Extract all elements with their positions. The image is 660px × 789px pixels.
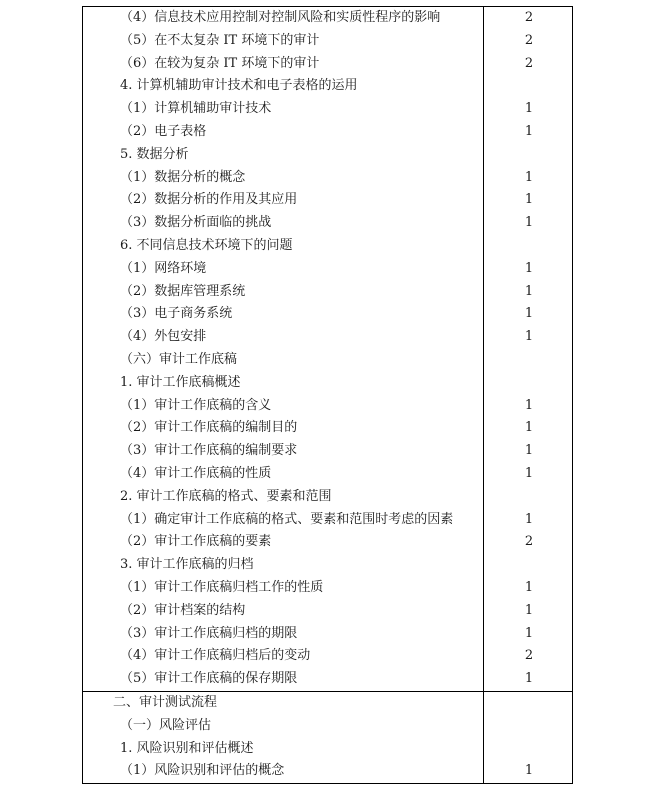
topic-text: （2）审计档案的结构 xyxy=(120,602,246,618)
topic-text: 6. 不同信息技术环境下的问题 xyxy=(120,237,293,253)
topic-text: （2）数据库管理系统 xyxy=(120,283,246,299)
topic-item xyxy=(83,281,483,304)
topic-heading xyxy=(83,235,483,258)
level-value: 2 xyxy=(524,648,534,664)
level-value: 1 xyxy=(524,625,534,641)
level-value: 1 xyxy=(524,215,534,231)
topic-item xyxy=(83,509,483,532)
level-value: 2 xyxy=(524,55,534,71)
topic-text: 二、审计测试流程 xyxy=(113,694,218,710)
topic-text: 4. 计算机辅助审计技术和电子表格的运用 xyxy=(120,78,358,94)
table-section-1 xyxy=(83,7,572,691)
topic-text: （1）审计工作底稿的含义 xyxy=(120,397,272,413)
level-value: 1 xyxy=(524,671,534,687)
topic-item xyxy=(83,668,483,691)
topic-item xyxy=(83,600,483,623)
level-value: 1 xyxy=(524,283,534,299)
topic-text: （5）审计工作底稿的保存期限 xyxy=(120,671,298,687)
level-value xyxy=(484,692,572,715)
level-value: 1 xyxy=(524,101,534,117)
table-section-2 xyxy=(83,691,572,783)
level-value xyxy=(484,486,572,509)
level-value: 1 xyxy=(524,306,534,322)
topic-text: （2）审计工作底稿的要素 xyxy=(120,534,272,550)
topic-item xyxy=(83,258,483,281)
topic-item xyxy=(83,326,483,349)
level-value: 1 xyxy=(524,260,534,276)
syllabus-table xyxy=(82,6,573,784)
topic-text: （2）数据分析的作用及其应用 xyxy=(120,192,298,208)
level-value xyxy=(484,738,572,761)
topic-text: （一）风险评估 xyxy=(120,717,212,733)
level-value xyxy=(484,715,572,738)
topic-text: （1）数据分析的概念 xyxy=(120,169,246,185)
level-value xyxy=(484,235,572,258)
topic-heading xyxy=(83,738,483,761)
level-value: 1 xyxy=(524,511,534,527)
topic-item xyxy=(83,167,483,190)
topic-item xyxy=(83,577,483,600)
topic-heading xyxy=(83,692,483,715)
level-value xyxy=(484,144,572,167)
level-value: 1 xyxy=(524,763,534,779)
level-value: 1 xyxy=(524,465,534,481)
topic-text: （3）审计工作底稿归档的期限 xyxy=(120,625,298,641)
level-value: 1 xyxy=(524,123,534,139)
level-value xyxy=(484,349,572,372)
topic-text: （2）电子表格 xyxy=(120,123,207,139)
level-value xyxy=(484,75,572,98)
topics-column xyxy=(83,692,484,783)
level-value: 1 xyxy=(524,329,534,345)
topic-heading xyxy=(83,372,483,395)
topic-heading xyxy=(83,75,483,98)
level-value: 2 xyxy=(524,32,534,48)
topic-item xyxy=(83,395,483,418)
topic-item xyxy=(83,98,483,121)
topic-text: （4）外包安排 xyxy=(120,329,207,345)
level-value xyxy=(484,372,572,395)
topic-text: 1. 风险识别和评估概述 xyxy=(120,740,254,756)
topic-item xyxy=(83,531,483,554)
topic-text: （1）审计工作底稿归档工作的性质 xyxy=(120,579,324,595)
topic-text: （1）计算机辅助审计技术 xyxy=(120,101,272,117)
topic-text: 5. 数据分析 xyxy=(120,146,189,162)
topic-text: （3）数据分析面临的挑战 xyxy=(120,215,272,231)
topic-item xyxy=(83,417,483,440)
topic-text: （2）审计工作底稿的编制目的 xyxy=(120,420,298,436)
topic-item xyxy=(83,303,483,326)
topic-text: （4）信息技术应用控制对控制风险和实质性程序的影响 xyxy=(120,10,441,25)
topic-text: （1）确定审计工作底稿的格式、要素和范围时考虑的因素 xyxy=(120,511,454,527)
level-column xyxy=(484,7,572,691)
level-value: 1 xyxy=(524,420,534,436)
topic-text: 2. 审计工作底稿的格式、要素和范围 xyxy=(120,488,332,504)
topic-text: （3）审计工作底稿的编制要求 xyxy=(120,443,298,459)
topic-heading xyxy=(83,349,483,372)
topic-item xyxy=(83,623,483,646)
level-value: 1 xyxy=(524,192,534,208)
level-value: 2 xyxy=(524,10,534,25)
topic-text: （1）网络环境 xyxy=(120,260,207,276)
topic-heading xyxy=(83,144,483,167)
level-value xyxy=(484,554,572,577)
level-value: 1 xyxy=(524,169,534,185)
topic-text: （5）在不太复杂 IT 环境下的审计 xyxy=(120,32,320,48)
topic-heading xyxy=(83,715,483,738)
level-value: 2 xyxy=(524,534,534,550)
topic-item xyxy=(83,121,483,144)
topic-item xyxy=(83,189,483,212)
topic-text: （3）电子商务系统 xyxy=(120,306,233,322)
topic-heading xyxy=(83,554,483,577)
level-value: 1 xyxy=(524,397,534,413)
topic-text: （6）在较为复杂 IT 环境下的审计 xyxy=(120,55,320,71)
topic-item xyxy=(83,645,483,668)
topic-text: （1）风险识别和评估的概念 xyxy=(120,763,285,779)
topic-heading xyxy=(83,486,483,509)
topic-text: 3. 审计工作底稿的归档 xyxy=(120,557,254,573)
topic-text: （六）审计工作底稿 xyxy=(120,351,238,367)
level-value: 1 xyxy=(524,602,534,618)
topic-text: 1. 审计工作底稿概述 xyxy=(120,374,241,390)
level-value: 1 xyxy=(524,443,534,459)
topic-item xyxy=(83,7,483,30)
topic-item xyxy=(83,212,483,235)
topic-item xyxy=(83,53,483,76)
topics-column xyxy=(83,7,484,691)
topic-text: （4）审计工作底稿的性质 xyxy=(120,465,272,481)
topic-item xyxy=(83,760,483,783)
level-value: 1 xyxy=(524,579,534,595)
topic-item xyxy=(83,30,483,53)
topic-text: （4）审计工作底稿归档后的变动 xyxy=(120,648,311,664)
topic-item xyxy=(83,463,483,486)
topic-item xyxy=(83,440,483,463)
level-column xyxy=(484,692,572,783)
